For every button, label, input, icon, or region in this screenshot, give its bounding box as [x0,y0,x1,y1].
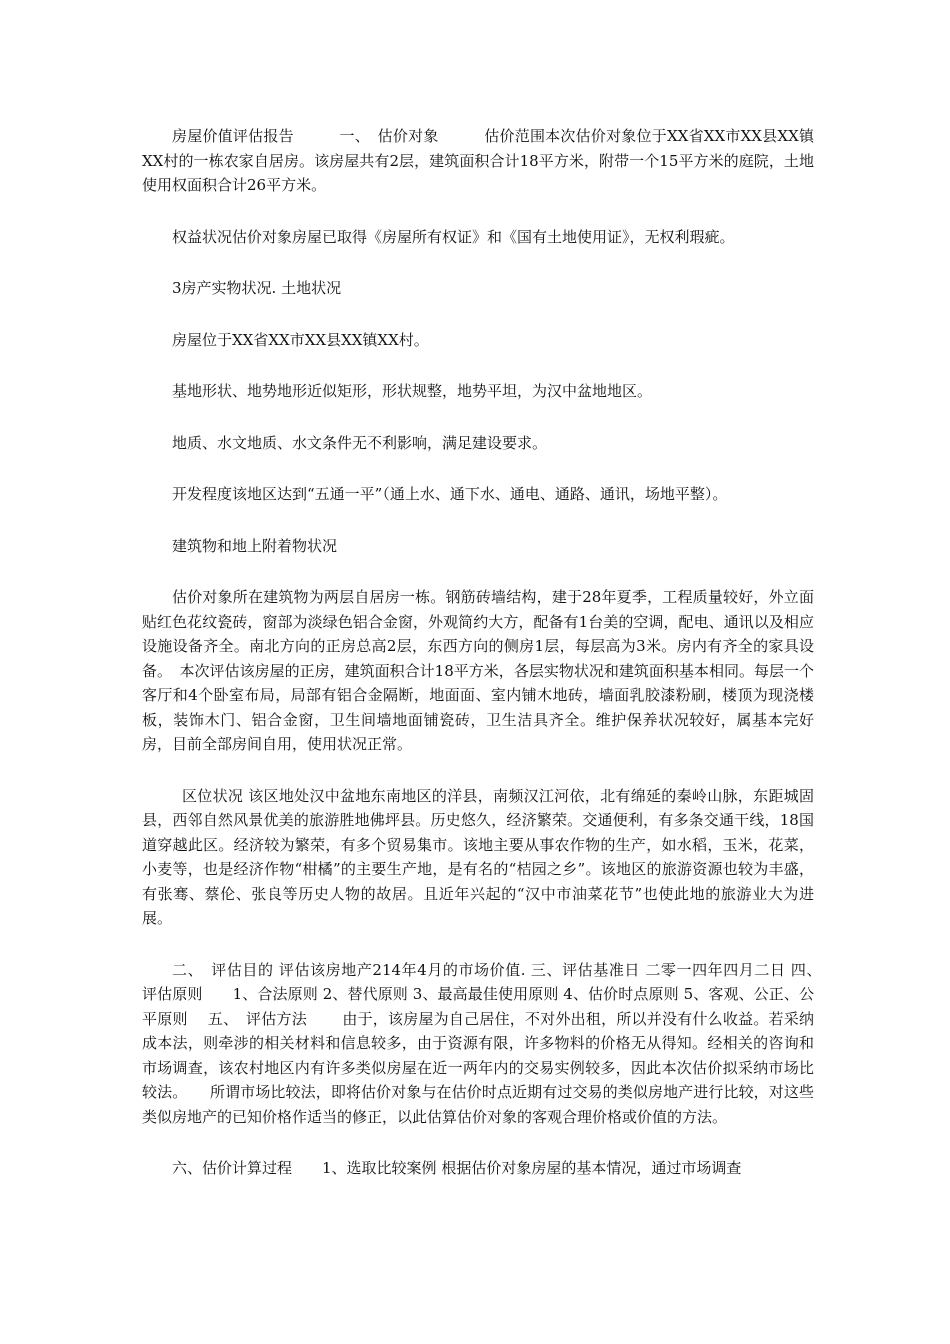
document-page [142,124,830,1208]
paragraph-development-level: 开发程度该地区达到“五通一平”（通上水、通下水、通电、通路、通讯，场地平整）。 [172,485,728,503]
paragraph-calculation-process: 六、估价计算过程 1、选取比较案例 根据估价对象房屋的基本情况，通过市场调查 [172,1159,742,1177]
paragraph-rights-status: 权益状况估价对象房屋已取得《房屋所有权证》和《国有土地使用证》，无权利瑕疵。 [172,227,735,246]
paragraph-regional-status: 区位状况 该区地处汉中盆地东南地区的洋县，南频汉江河依，北有绵延的秦岭山脉，东距城固县，西邻自然风景优美的旅游胜地佛坪县。历史悠久，经济繁荣。交通便利，有多条交通干线，18国道穿越此区。经济较为繁荣，有多个贸易集市。该地主要从事农作物的生产，如水稻，玉米，花菜，小麦等，也是经济作物“柑橘”的主要生产地，是有名的“桔园之乡”。该地区的旅游资源也较为丰盛，有张骞、蔡伦、张良等历史人物的故居。且近年兴起的“汉中市油菜花节”也使此地的旅游业大为进展。 [142,786,814,927]
paragraph-purpose-and-method: 二、 评估目的 评估该房地产214年4月的市场价值. 三、评估基准日 二零一四年四月二日 四、 评估原则 1、合法原则 2、替代原则 3、最高最佳使用原则 4、估价时点原则 5、客观、公正、公平原则 五、 评估方法 由于，该房屋为自己居住，不对外出租，所以并没有什么收益。若采纳成本法，则牵涉的相关材料和信息较多，由于资源有限，许多物料的价格无从得知。经相关的咨询和市场调查，该农村地区内有许多类似房屋在近一两年内的交易实例较多，因此本次估价拟采纳市场比较法。 所谓市场比较法，即将估价对象与在估价时点近期有过交易的类似房地产进行比较，对这些类似房地产的已知价格作适当的修正，以此估算估价对象的客观合理价格或价值的方法。 [142,960,830,1126]
paragraph-geology: 地质、水文地质、水文条件无不利影响，满足建设要求。 [172,433,548,452]
paragraph-report-title-and-scope: 房屋价值评估报告 一、 估价对象 估价范围本次估价对象位于XX省XX市XX县XX镇XX村的一栋农家自居房。该房屋共有2层，建筑面积合计18平方米，附带一个15平方米的庭院，土地使用权面积合计26平方米。 [142,127,814,194]
paragraph-site-shape: 基地形状、地势地形近似矩形，形状规整，地势平坦，为汉中盆地地区。 [172,382,653,400]
paragraph-location: 房屋位于XX省XX市XX县XX镇XX村。 [172,330,429,349]
paragraph-building-description: 估价对象所在建筑物为两层自居房一栋。钢筋砖墙结构，建于28年夏季，工程质量较好，外立面贴红色花纹瓷砖，窗部为淡绿色铝合金窗，外观简约大方，配备有1台美的空调，配电、通讯以及相应设施设备齐全。南北方向的正房总高2层，东西方向的侧房1层，每层高为3米。房内有齐全的家具设备。 本次评估该房屋的正房，建筑面积合计18平方米，各层实物状况和建筑面积基本相同。每层一个客厅和4个卧室布局，局部有铝合金隔断，地面面、室内铺木地砖，墙面乳胶漆粉刷，楼顶为现浇楼板，装饰木门、铝合金窗，卫生间墙地面铺瓷砖，卫生洁具齐全。维护保养状况较好，属基本完好房，目前全部房间自用，使用状况正常。 [142,588,814,753]
paragraph-building-heading: 建筑物和地上附着物状况 [172,536,338,555]
paragraph-physical-status-heading: 3房产实物状况. 土地状况 [172,279,342,297]
